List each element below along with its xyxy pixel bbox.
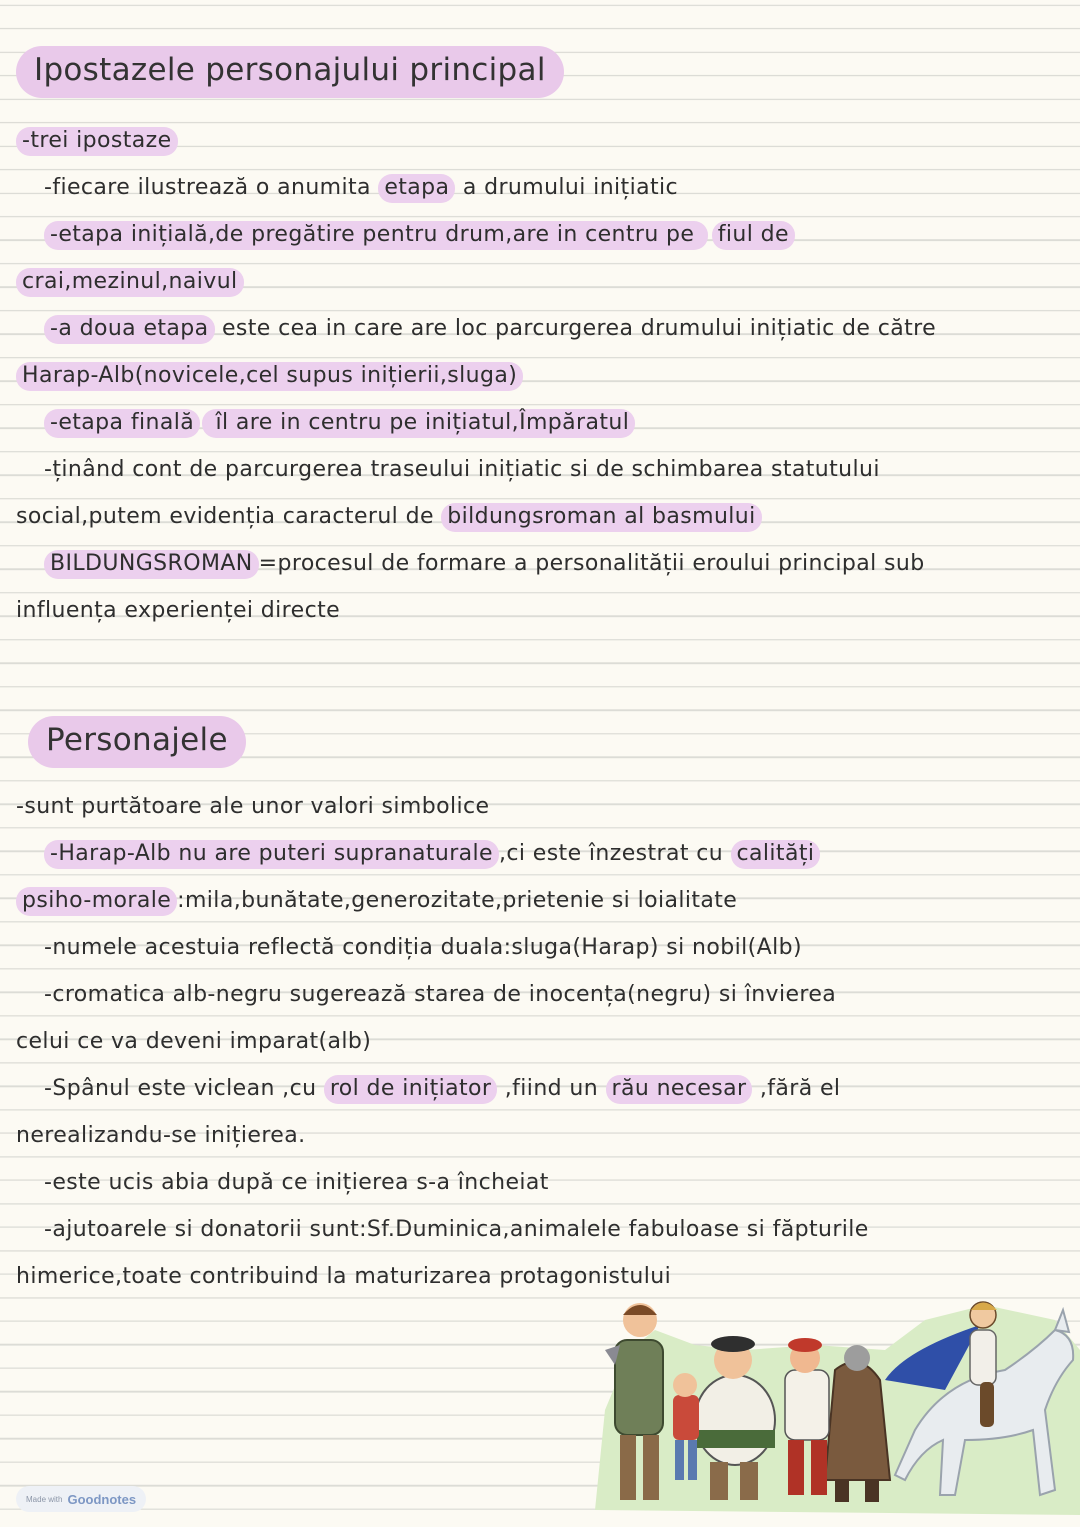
text: -numele acestuia reflectă condiția duala:sluga(Harap) si nobil(Alb)	[44, 935, 802, 960]
highlight: etapa	[378, 174, 455, 203]
highlight: -a doua etapa	[44, 315, 215, 344]
text-line	[44, 222, 795, 247]
highlight: rol de inițiator	[324, 1075, 498, 1104]
text-line	[16, 598, 340, 623]
text: este cea in care are loc parcurgerea drumului inițiatic de către	[214, 316, 937, 341]
text: -este ucis abia după ce inițierea s-a încheiat	[44, 1170, 549, 1195]
highlight: psiho-morale	[16, 887, 177, 916]
text: ,ci este înzestrat cu	[498, 841, 731, 866]
text-line	[44, 457, 880, 482]
text-line	[16, 363, 523, 388]
text: =procesul de formare a personalității eroului principal sub	[258, 551, 925, 576]
highlight: calități	[731, 840, 821, 869]
text: ,fără el	[752, 1076, 841, 1101]
text-line	[44, 982, 836, 1007]
badge-small-text: Made with	[26, 1494, 63, 1504]
text-line	[44, 841, 820, 866]
text-line	[44, 1076, 840, 1101]
highlight: -etapa inițială,de pregătire pentru drum,are in centru pe	[44, 221, 708, 250]
text: influența experienței directe	[16, 598, 341, 623]
text-line	[16, 1029, 371, 1054]
text-line	[44, 1170, 549, 1195]
text: -fiecare ilustrează o anumita	[44, 175, 379, 200]
text-line	[16, 1123, 306, 1148]
highlight: îl are in centru pe inițiatul,Împăratul	[202, 409, 635, 438]
text: himerice,toate contribuind la maturizarea protagonistului	[16, 1264, 672, 1289]
text: -Spânul este viclean ,cu	[44, 1076, 324, 1101]
made-with-goodnotes-badge	[16, 1486, 146, 1512]
text: nerealizandu-se inițierea.	[16, 1123, 306, 1148]
text: ,fiind un	[497, 1076, 606, 1101]
highlight: bildungsroman al basmului	[441, 503, 761, 532]
fairy-tale-characters-illustration	[585, 1290, 1080, 1515]
text-line	[44, 935, 802, 960]
text: -cromatica alb-negru sugerează starea de inocența(negru) si învierea	[44, 982, 837, 1007]
text-line	[16, 794, 489, 819]
text-line	[44, 175, 678, 200]
text-line	[16, 1264, 671, 1289]
text: -sunt purtătoare ale unor valori simbolice	[16, 794, 490, 819]
text: social,putem evidenția caracterul de	[16, 504, 442, 529]
text-line	[16, 888, 737, 913]
text: -ajutoarele si donatorii sunt:Sf.Duminica,animalele fabuloase si făpturile	[44, 1217, 869, 1242]
text-line	[44, 1217, 869, 1242]
section-title-personajele	[28, 722, 246, 758]
badge-brand-text: Goodnotes	[67, 1491, 137, 1507]
text-line	[44, 410, 635, 435]
highlight: -trei ipostaze	[16, 127, 178, 156]
highlight: -Harap-Alb nu are puteri supranaturale	[44, 840, 499, 869]
text: a drumului inițiatic	[455, 175, 678, 200]
highlight: Harap-Alb(novicele,cel supus inițierii,sluga)	[16, 362, 523, 391]
text-line	[44, 551, 925, 576]
text: -ținând cont de parcurgerea traseului inițiatic si de schimbarea statutului	[44, 457, 880, 482]
text-line	[16, 504, 762, 529]
text-line	[44, 316, 936, 341]
text-line	[16, 269, 244, 294]
section-title-text: Ipostazele personajului principal	[16, 46, 564, 98]
section-title-text: Personajele	[28, 716, 246, 768]
highlight: -etapa finală	[44, 409, 200, 438]
section-title-ipostaze	[16, 52, 564, 88]
highlight: fiul de	[712, 221, 795, 250]
text-line	[16, 128, 178, 153]
text: celui ce va deveni imparat(alb)	[16, 1029, 372, 1054]
text: :mila,bunătate,generozitate,prietenie si loialitate	[177, 888, 738, 913]
highlight: rău necesar	[606, 1075, 753, 1104]
highlight: crai,mezinul,naivul	[16, 268, 244, 297]
highlight: BILDUNGSROMAN	[44, 550, 259, 579]
